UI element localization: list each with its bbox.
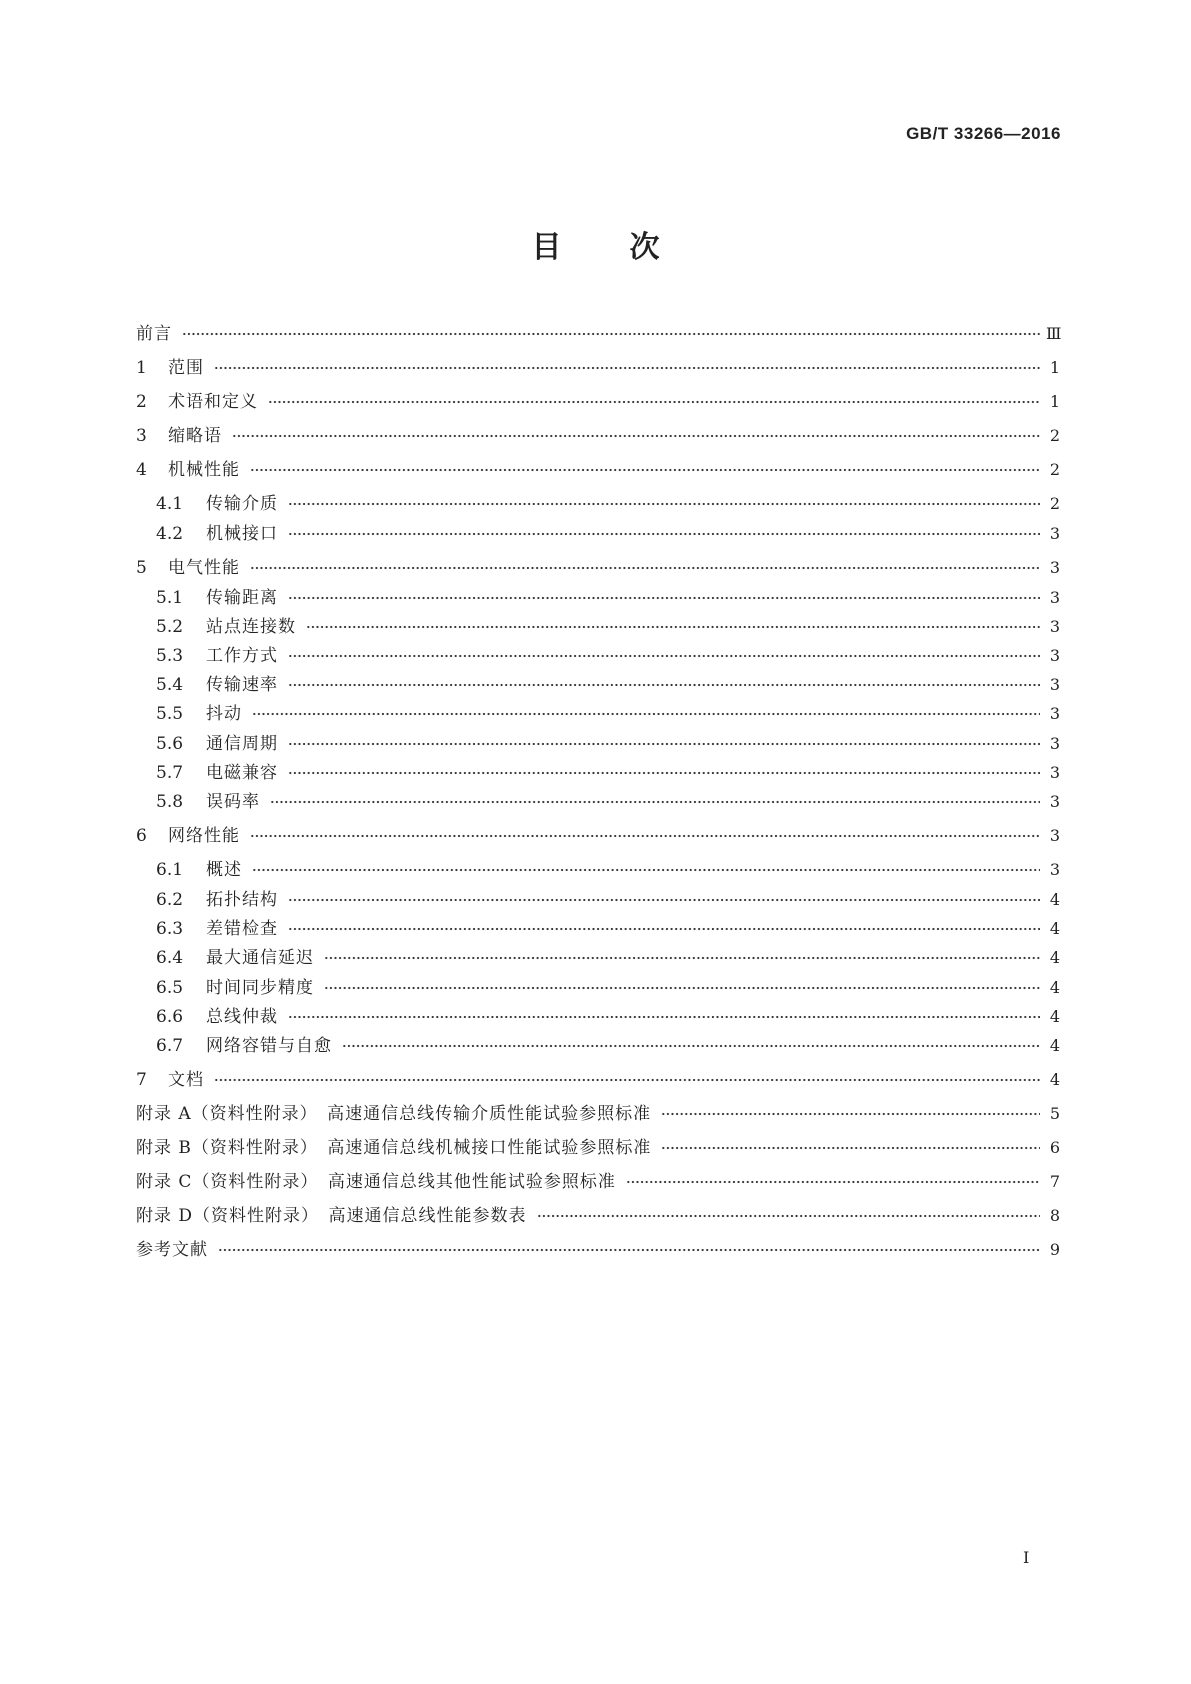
toc-leader-dots	[218, 1245, 1040, 1255]
toc-entry-title: 范围	[168, 358, 204, 378]
toc-entry-number: 5	[136, 558, 147, 578]
toc-entry[interactable]	[136, 1102, 1060, 1126]
toc-entry[interactable]	[136, 1005, 1060, 1029]
toc-entry-title: 文档	[168, 1070, 204, 1090]
toc-entry[interactable]	[136, 1170, 1060, 1194]
toc-entry-page: 3	[1049, 558, 1060, 577]
toc-leader-dots	[252, 709, 1040, 719]
toc-title-char-2: 次	[629, 230, 660, 265]
toc-leader-dots	[250, 563, 1040, 573]
toc-leader-dots	[288, 680, 1040, 690]
toc-entry-page: 3	[1049, 763, 1060, 782]
toc-entry-page: 1	[1049, 392, 1060, 411]
toc-leader-dots	[288, 768, 1040, 778]
toc-entry[interactable]	[136, 1136, 1060, 1160]
toc-entry-title: 网络性能	[168, 826, 240, 846]
toc-leader-dots	[288, 1012, 1040, 1022]
toc-leader-dots	[232, 431, 1040, 441]
toc-entry-page: 4	[1049, 978, 1060, 997]
toc-entry-number: 5.8	[156, 792, 184, 812]
toc-entry-title: 误码率	[206, 792, 260, 812]
toc-entry-number: 6.7	[156, 1036, 184, 1056]
toc-entry-number: 4.1	[156, 494, 184, 514]
toc-entry-page: 6	[1049, 1138, 1060, 1157]
toc-entry-title: 传输距离	[206, 588, 278, 608]
toc-entry[interactable]	[136, 1034, 1060, 1058]
toc-entry-page: 2	[1049, 426, 1060, 445]
toc-entry[interactable]	[136, 356, 1060, 380]
toc-leader-dots	[214, 1075, 1040, 1085]
toc-entry-title: 时间同步精度	[206, 978, 314, 998]
toc-entry-title: 机械性能	[168, 460, 240, 480]
toc-leader-dots	[270, 797, 1040, 807]
toc-entry-page: 3	[1049, 860, 1060, 879]
standard-code: GB/T 33266—2016	[906, 124, 1061, 143]
toc-entry[interactable]	[136, 458, 1060, 482]
toc-entry-title: 抖动	[206, 704, 242, 724]
toc-entry-page: 4	[1049, 1036, 1060, 1055]
toc-entry[interactable]	[136, 790, 1060, 814]
toc-leader-dots	[182, 329, 1040, 339]
toc-entry-page: 4	[1049, 948, 1060, 967]
toc-leader-dots	[288, 924, 1040, 934]
toc-entry-title: 附录 B（资料性附录） 高速通信总线机械接口性能试验参照标准	[136, 1138, 652, 1158]
toc-entry-page: 3	[1049, 588, 1060, 607]
toc-entry-page: 2	[1049, 494, 1060, 513]
toc-entry-page: 3	[1049, 826, 1060, 845]
toc-entry-number: 1	[136, 358, 147, 378]
toc-leader-dots	[661, 1143, 1040, 1153]
toc-leader-dots	[288, 499, 1040, 509]
toc-leader-dots	[324, 983, 1040, 993]
toc-entry[interactable]	[136, 888, 1060, 912]
toc-entry-number: 5.4	[156, 675, 184, 695]
toc-entry[interactable]	[136, 1068, 1060, 1092]
toc-entry-title: 术语和定义	[168, 392, 258, 412]
toc-entry-title: 工作方式	[206, 646, 278, 666]
toc-entry[interactable]	[136, 615, 1060, 639]
toc-entry-number: 6.4	[156, 948, 184, 968]
toc-entry-number: 5.3	[156, 646, 184, 666]
toc-entry[interactable]	[136, 917, 1060, 941]
toc-entry-page: 3	[1049, 646, 1060, 665]
toc-leader-dots	[288, 895, 1040, 905]
toc-leader-dots	[306, 622, 1040, 632]
toc-entry[interactable]	[136, 644, 1060, 668]
toc-entry-title: 差错检查	[206, 919, 278, 939]
toc-entry-number: 6.2	[156, 890, 184, 910]
toc-entry-page: 7	[1049, 1172, 1060, 1191]
toc-entry-number: 5.1	[156, 588, 184, 608]
toc-entry-title: 缩略语	[168, 426, 222, 446]
toc-leader-dots	[537, 1211, 1040, 1221]
toc-entry[interactable]	[136, 522, 1060, 546]
toc-leader-dots	[268, 397, 1040, 407]
toc-entry[interactable]	[136, 390, 1060, 414]
toc-leader-dots	[288, 651, 1040, 661]
toc-entry-number: 7	[136, 1070, 147, 1090]
toc-leader-dots	[288, 529, 1040, 539]
toc-entry-page: 8	[1049, 1206, 1060, 1225]
toc-entry-number: 4	[136, 460, 147, 480]
toc-entry-page: 4	[1049, 919, 1060, 938]
toc-entry[interactable]	[136, 492, 1060, 516]
toc-entry-number: 3	[136, 426, 147, 446]
toc-entry-title: 附录 C（资料性附录） 高速通信总线其他性能试验参照标准	[136, 1172, 616, 1192]
toc-entry-title: 参考文献	[136, 1240, 208, 1260]
toc-title-char-1: 目	[531, 230, 562, 265]
toc-leader-dots	[661, 1109, 1040, 1119]
toc-entry-number: 6.6	[156, 1007, 184, 1027]
toc-entry-title: 前言	[136, 324, 172, 344]
toc-entry[interactable]	[136, 761, 1060, 785]
toc-entry-title: 电气性能	[168, 558, 240, 578]
toc-entry-title: 附录 D（资料性附录） 高速通信总线性能参数表	[136, 1206, 527, 1226]
toc-entry-title: 附录 A（资料性附录） 高速通信总线传输介质性能试验参照标准	[136, 1104, 652, 1124]
toc-entry[interactable]	[136, 556, 1060, 580]
toc-entry-title: 站点连接数	[206, 617, 296, 637]
toc-entry-number: 6.1	[156, 860, 184, 880]
toc-entry[interactable]	[136, 1204, 1060, 1228]
toc-entry-number: 5.7	[156, 763, 184, 783]
toc-leader-dots	[626, 1177, 1040, 1187]
toc-entry[interactable]	[136, 322, 1060, 346]
toc-leader-dots	[288, 739, 1040, 749]
toc-entry[interactable]	[136, 858, 1060, 882]
page-number: I	[1023, 1548, 1030, 1567]
toc-entry-number: 6.3	[156, 919, 184, 939]
toc-entry[interactable]	[136, 946, 1060, 970]
toc-entry-number: 2	[136, 392, 147, 412]
toc-entry-page: 1	[1049, 358, 1060, 377]
toc-entry-number: 5.2	[156, 617, 184, 637]
toc-leader-dots	[342, 1041, 1040, 1051]
toc-leader-dots	[252, 865, 1040, 875]
toc-entry-page: 4	[1049, 890, 1060, 909]
toc-entry-page: 3	[1049, 792, 1060, 811]
toc-entry-number: 6.5	[156, 978, 184, 998]
toc-entry[interactable]	[136, 586, 1060, 610]
toc-entry-page: 4	[1049, 1007, 1060, 1026]
toc-leader-dots	[214, 363, 1040, 373]
toc-entry-number: 5.5	[156, 704, 184, 724]
toc-entry[interactable]	[136, 673, 1060, 697]
toc-entry-number: 6	[136, 826, 147, 846]
toc-entry[interactable]	[136, 824, 1060, 848]
toc-entry-title: 最大通信延迟	[206, 948, 314, 968]
toc-entry[interactable]	[136, 732, 1060, 756]
toc-entry-page: 9	[1049, 1240, 1060, 1259]
toc-entry-title: 传输速率	[206, 675, 278, 695]
toc-entry-page: 3	[1049, 524, 1060, 543]
toc-entry-page: 2	[1049, 460, 1060, 479]
toc-entry[interactable]	[136, 702, 1060, 726]
toc-entry-title: 机械接口	[206, 524, 278, 544]
toc-entry-page: 3	[1049, 734, 1060, 753]
toc-entry-page: 3	[1049, 617, 1060, 636]
toc-leader-dots	[288, 593, 1040, 603]
toc-leader-dots	[250, 831, 1040, 841]
toc-entry-page: Ⅲ	[1046, 324, 1062, 343]
toc-entry-title: 电磁兼容	[206, 763, 278, 783]
toc-entry-title: 总线仲裁	[206, 1007, 278, 1027]
toc-entry-number: 4.2	[156, 524, 184, 544]
toc-entry-title: 概述	[206, 860, 242, 880]
toc-title	[0, 222, 1191, 266]
toc-entry[interactable]	[136, 976, 1060, 1000]
toc-entry-title: 拓扑结构	[206, 890, 278, 910]
toc-entry[interactable]	[136, 424, 1060, 448]
toc-entry[interactable]	[136, 1238, 1060, 1262]
toc-leader-dots	[324, 953, 1040, 963]
toc-entry-page: 3	[1049, 675, 1060, 694]
toc-entry-page: 3	[1049, 704, 1060, 723]
toc-entry-page: 4	[1049, 1070, 1060, 1089]
toc-entry-title: 通信周期	[206, 734, 278, 754]
toc-entry-title: 网络容错与自愈	[206, 1036, 332, 1056]
toc-entry-number: 5.6	[156, 734, 184, 754]
toc-entry-title: 传输介质	[206, 494, 278, 514]
toc-entry-page: 5	[1049, 1104, 1060, 1123]
toc-leader-dots	[250, 465, 1040, 475]
